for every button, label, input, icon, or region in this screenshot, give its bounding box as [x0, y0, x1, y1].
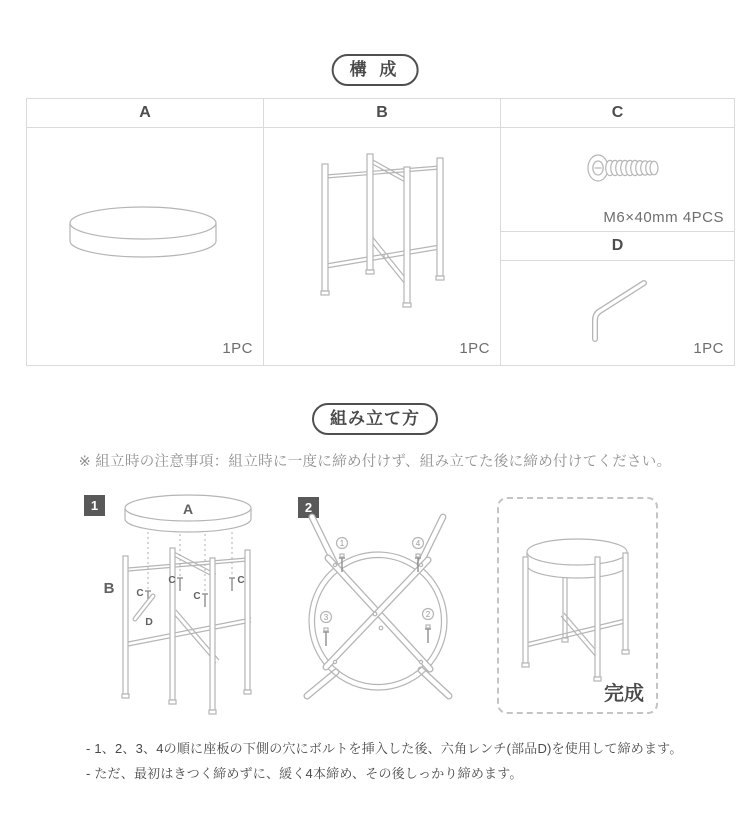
step1-label-c: C: [168, 575, 176, 586]
part-cell-b: [264, 128, 500, 365]
step1-label-d: D: [145, 616, 153, 628]
svg-text:2: 2: [425, 610, 431, 619]
tabletop: [527, 539, 627, 578]
part-cell-c: [501, 128, 734, 232]
step1-number: 1: [90, 498, 99, 513]
round-tabletop-icon: [27, 128, 263, 365]
bolt-thread: [606, 160, 658, 175]
stretchers: [526, 613, 625, 658]
part-cell-d: [501, 261, 734, 365]
finished-box: [497, 497, 658, 714]
part-cell-a: [27, 128, 263, 365]
step1-label-c: C: [193, 591, 201, 602]
step2-number: 2: [304, 500, 313, 515]
qty-a: 1PC: [222, 340, 253, 357]
part-header-b: B: [264, 99, 500, 128]
caution-note: ※ 組立時の注意事項：組立時に一度に締め付けず、組み立てた後に締め付けてください。: [78, 454, 672, 470]
parts-column-a: [27, 99, 264, 365]
step1-label-a: A: [182, 501, 194, 517]
qty-d: 1PC: [693, 340, 724, 357]
assembly-title: 組み立て方: [330, 409, 420, 428]
bolt-head: [588, 155, 608, 181]
cross-braces: [326, 235, 440, 284]
parts-table: [26, 98, 735, 366]
step1-label-b: B: [103, 580, 115, 597]
step1-illustration: [95, 492, 280, 720]
svg-text:1: 1: [339, 539, 345, 548]
wrench-shape: [595, 283, 644, 339]
folding-leg-frame-icon: [264, 128, 500, 365]
qty-c: M6×40mm 4PCS: [603, 209, 724, 226]
note-1: - 1、2、3、4の順に座板の下側の穴にボルトを挿入した後、六角レンチ(部品D)を使用して締めます。: [86, 741, 683, 756]
hole-number-1: [337, 538, 348, 549]
svg-text:4: 4: [415, 539, 421, 548]
hole-number-4: [413, 538, 424, 549]
bolt-part-4: [229, 578, 235, 591]
parts-column-b: [264, 99, 501, 365]
part-header-a: A: [27, 99, 263, 128]
qty-b: 1PC: [459, 340, 490, 357]
parts-column-cd: [501, 99, 734, 365]
bolt-part-2: [177, 578, 183, 591]
bolt-part-3: [202, 594, 208, 607]
cross-braces-bottom-view: [323, 558, 430, 669]
assembly-section-title-pill: [312, 403, 438, 435]
tabletop-shape: [70, 207, 216, 257]
hole-number-2: [423, 609, 434, 620]
parts-section-title-pill: [332, 54, 419, 86]
step2-illustration: [290, 502, 475, 702]
alignment-guides: [148, 532, 232, 592]
top-rails: [326, 159, 440, 183]
part-header-d: D: [501, 232, 734, 261]
step1-label-c: C: [237, 575, 245, 586]
part-header-c: C: [501, 99, 734, 128]
note-2: - ただ、最初はきつく締めずに、緩く4本締め、その後しっかり締めます。: [86, 766, 523, 781]
svg-text:3: 3: [323, 613, 329, 622]
done-label: 完成: [604, 683, 644, 705]
step1-label-c: C: [136, 588, 144, 599]
hole-number-3: [321, 612, 332, 623]
parts-title: 構 成: [349, 60, 401, 79]
